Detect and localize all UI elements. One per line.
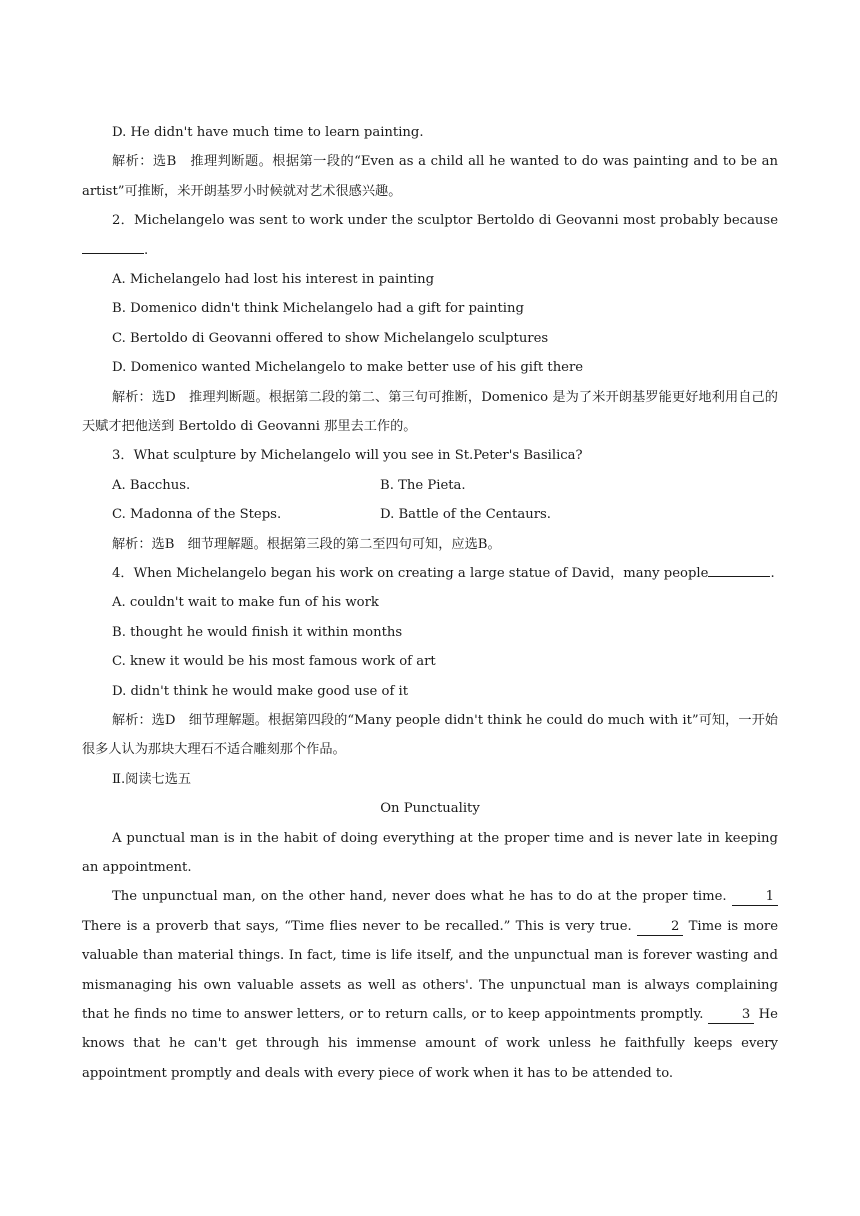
passage-paragraph-1: A punctual man is in the habit of doing everything at the proper time and is never late in keeping an appointment. bbox=[82, 830, 778, 875]
q4-answer-blank bbox=[708, 559, 770, 577]
passage-text-a: The unpunctual man, on the other hand, never does what he has to do at the proper time. bbox=[112, 889, 727, 905]
q2-stem-text: 2．Michelangelo was sent to work under the sculptor Bertoldo di Geovanni most probably because bbox=[112, 213, 778, 229]
q2-option-a: A. Michelangelo had lost his interest in painting bbox=[112, 272, 435, 288]
q4-option-b: B. thought he would finish it within months bbox=[112, 624, 403, 640]
q2-stem bbox=[82, 206, 778, 265]
q3-option-a: A. Bacchus. bbox=[112, 477, 191, 493]
passage-blank-1: 1 bbox=[732, 889, 778, 906]
q2-option-d: D. Domenico wanted Michelangelo to make better use of his gift there bbox=[112, 360, 584, 376]
passage-text-c: Time is more valuable than material things. In fact, time is life itself, and the unpunctual man is forever wasting and mismanaging his own valuable assets as well as others'. The unpunctual man is always complaining that he finds no time to answer letters, or to return calls, or to keep appointments promptly. bbox=[82, 918, 778, 1022]
q3-stem: 3．What sculpture by Michelangelo will you see in St.Peter's Basilica? bbox=[112, 448, 583, 464]
q3-option-b: B. The Pieta. bbox=[380, 477, 466, 493]
q4-stem-end: . bbox=[770, 565, 775, 581]
q4-analysis: 解析：选D 细节理解题。根据第四段的“Many people didn't think he could do much with it”可知，一开始很多人认为那块大理石不适合雕刻那个作品。 bbox=[82, 712, 778, 758]
q1-option-d: D. He didn't have much time to learn painting. bbox=[112, 125, 424, 140]
passage-blank-2: 2 bbox=[637, 919, 683, 936]
q4-option-a: A. couldn't wait to make fun of his work bbox=[112, 595, 379, 611]
q2-answer-blank bbox=[82, 236, 144, 254]
q2-option-c: C. Bertoldo di Geovanni offered to show Michelangelo sculptures bbox=[112, 330, 549, 346]
passage-text-d: He knows that he can't get through his immense amount of work unless he faithfully keeps every appointment promptly and deals with every piece of work when it has to be attended to. bbox=[82, 1006, 778, 1081]
q4-stem-text: 4．When Michelangelo began his work on creating a large statue of David，many people bbox=[112, 565, 709, 581]
q3-options-row-1 bbox=[82, 471, 778, 500]
q3-option-c: C. Madonna of the Steps. bbox=[112, 507, 282, 523]
q4-option-d: D. didn't think he would make good use of it bbox=[112, 683, 409, 699]
q3-options-row-2 bbox=[82, 500, 778, 529]
q2-stem-end: . bbox=[144, 242, 149, 258]
section-heading: Ⅱ.阅读七选五 bbox=[112, 771, 192, 787]
document-page bbox=[82, 118, 778, 1088]
q2-option-b: B. Domenico didn't think Michelangelo had a gift for painting bbox=[112, 301, 524, 317]
q4-stem bbox=[82, 559, 778, 588]
q3-option-d: D. Battle of the Centaurs. bbox=[380, 507, 551, 523]
passage-blank-3: 3 bbox=[708, 1007, 754, 1024]
passage-paragraph-2 bbox=[82, 882, 778, 1088]
q2-analysis: 解析：选D 推理判断题。根据第二段的第二、第三句可推断，Domenico 是为了米开朗基罗能更好地利用自己的天赋才把他送到 Bertoldo di Geovanni 那里去工作的。 bbox=[82, 389, 778, 434]
q4-option-c: C. knew it would be his most famous work of art bbox=[112, 654, 436, 670]
passage-title: On Punctuality bbox=[380, 801, 480, 817]
q1-analysis: 解析：选B 推理判断题。根据第一段的“Even as a child all he wanted to do was painting and to be an artist”可推断，米开朗基罗小时候就对艺术很感兴趣。 bbox=[82, 154, 778, 199]
q3-analysis: 解析：选B 细节理解题。根据第三段的第二至四句可知，应选B。 bbox=[112, 536, 501, 552]
passage-text-b: There is a proverb that says, “Time flies never to be recalled.” This is very true. bbox=[82, 918, 632, 934]
